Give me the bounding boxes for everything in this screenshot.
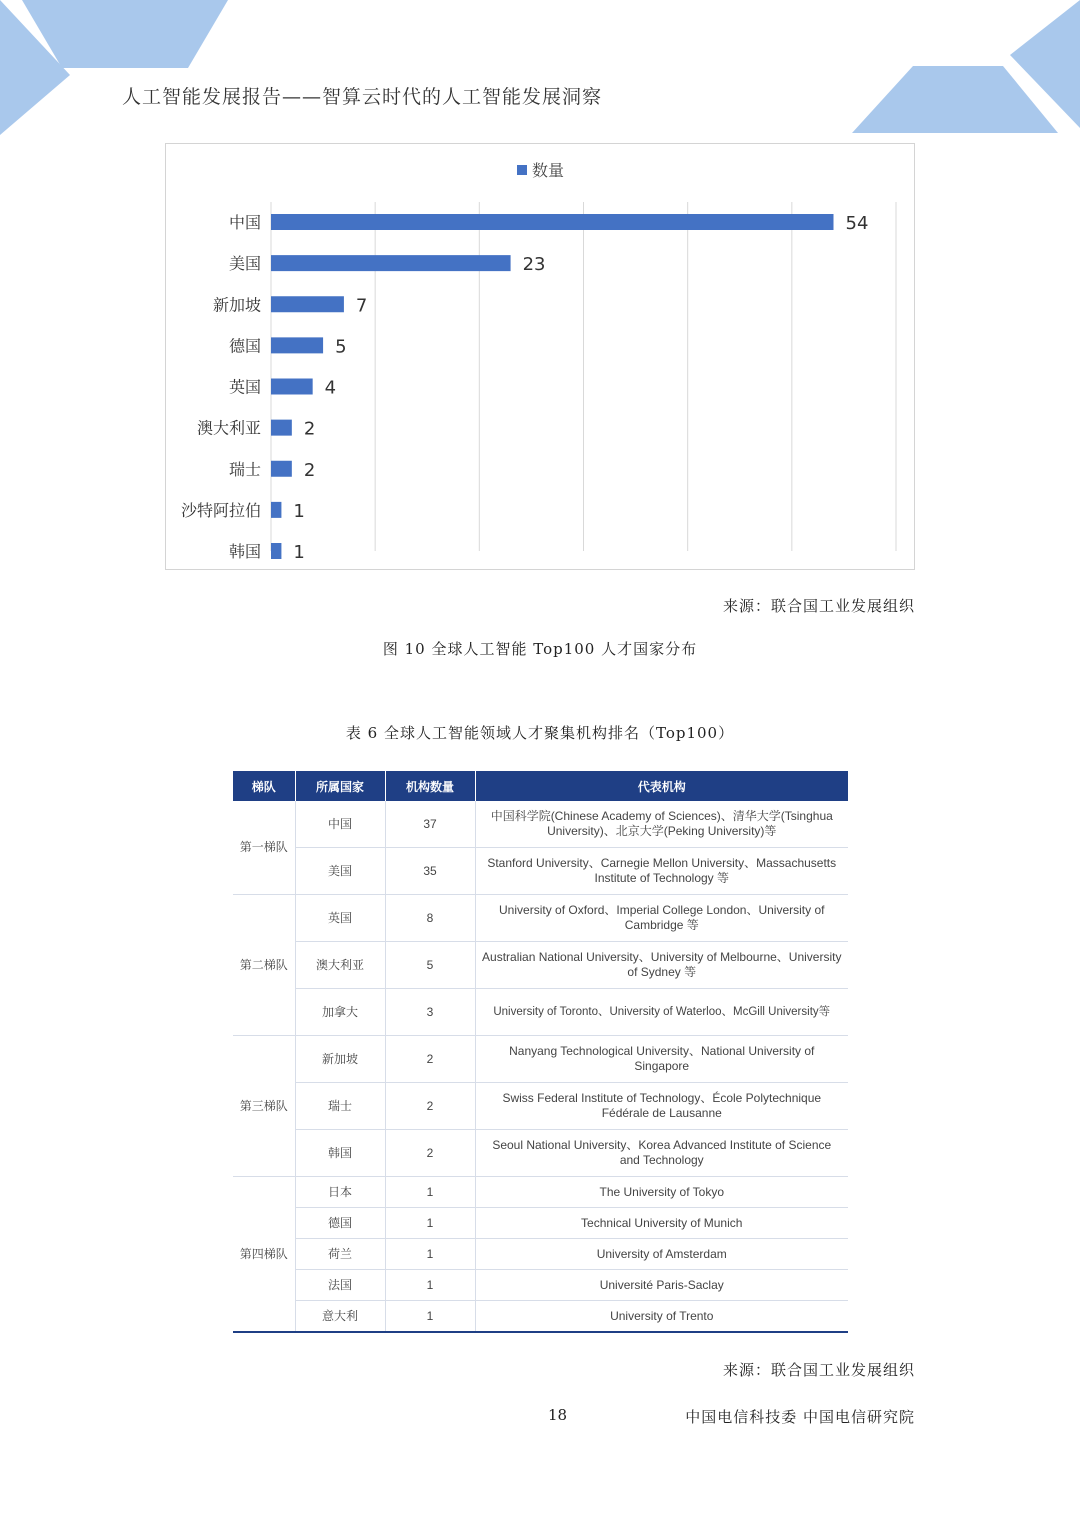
country-cell: 中国 (295, 801, 385, 848)
table-row (233, 989, 848, 1036)
category-label: 瑞士 (228, 459, 261, 479)
institutions-cell: Stanford University、Carnegie Mellon University、Massachusetts Institute of Technology 等 (475, 848, 848, 895)
data-label: 1 (293, 500, 305, 522)
bar (271, 255, 511, 271)
tier-cell: 第二梯队 (233, 895, 295, 1036)
count-cell: 35 (385, 848, 475, 895)
count-cell: 1 (385, 1301, 475, 1333)
header-decoration (0, 0, 1080, 140)
table-row (233, 1270, 848, 1301)
deco-trapezoid-right (852, 66, 1058, 133)
legend-swatch (517, 165, 527, 175)
count-cell: 5 (385, 942, 475, 989)
country-cell: 意大利 (295, 1301, 385, 1333)
count-cell: 8 (385, 895, 475, 942)
bar (271, 379, 313, 395)
data-label: 1 (293, 542, 305, 563)
institutions-cell: Seoul National University、Korea Advanced Institute of Science and Technology (475, 1130, 848, 1177)
category-label: 新加坡 (212, 295, 261, 315)
data-label: 54 (845, 213, 869, 234)
country-cell: 瑞士 (295, 1083, 385, 1130)
table-row (233, 1177, 848, 1208)
bar (271, 502, 281, 518)
category-label: 美国 (228, 254, 261, 274)
table-row (233, 1130, 848, 1177)
country-cell: 法国 (295, 1270, 385, 1301)
institutions-cell: University of Amsterdam (475, 1239, 848, 1270)
header-count: 机构数量 (385, 771, 475, 801)
count-cell: 1 (385, 1270, 475, 1301)
data-label: 7 (355, 295, 368, 317)
country-cell: 韩国 (295, 1130, 385, 1177)
data-label: 4 (324, 377, 337, 399)
count-cell: 3 (385, 989, 475, 1036)
country-cell: 荷兰 (295, 1239, 385, 1270)
table-row (233, 942, 848, 989)
table-source: 来源：联合国工业发展组织 (722, 1361, 915, 1379)
table-row (233, 895, 848, 942)
data-label: 23 (522, 254, 546, 276)
bar (271, 214, 834, 230)
country-cell: 新加坡 (295, 1036, 385, 1083)
table-row (233, 801, 848, 848)
header-institutions: 代表机构 (475, 771, 848, 801)
tier-cell: 第一梯队 (233, 801, 295, 895)
institutions-cell: University of Toronto、University of Waterloo、McGill University等 (475, 989, 848, 1036)
tier-cell: 第三梯队 (233, 1036, 295, 1177)
figure-caption: 图 10 全球人工智能 Top100 人才国家分布 (382, 640, 698, 658)
bar (271, 337, 323, 353)
table-row (233, 1083, 848, 1130)
count-cell: 1 (385, 1177, 475, 1208)
institutions-cell: Nanyang Technological University、National University of Singapore (475, 1036, 848, 1083)
category-label: 沙特阿拉伯 (180, 500, 261, 520)
count-cell: 2 (385, 1083, 475, 1130)
ranking-table (233, 771, 848, 1333)
data-label: 2 (303, 418, 316, 440)
bar-chart (165, 143, 915, 570)
header-tier: 梯队 (233, 771, 295, 801)
category-label: 英国 (228, 377, 261, 397)
institutions-cell: Université Paris-Saclay (475, 1270, 848, 1301)
category-label: 德国 (228, 336, 261, 356)
table-row (233, 1239, 848, 1270)
data-label: 5 (335, 336, 347, 358)
institutions-cell: Australian National University、University of Melbourne、University of Sydney 等 (475, 942, 848, 989)
institutions-cell: Technical University of Munich (475, 1208, 848, 1239)
country-cell: 英国 (295, 895, 385, 942)
country-cell: 澳大利亚 (295, 942, 385, 989)
tier-cell: 第四梯队 (233, 1177, 295, 1333)
data-label: 2 (303, 459, 316, 481)
bar (271, 296, 344, 312)
institutions-cell: 中国科学院(Chinese Academy of Sciences)、清华大学(Tsinghua University)、北京大学(Peking University)等 (475, 801, 848, 848)
legend-label: 数量 (532, 161, 565, 180)
figure-source: 来源：联合国工业发展组织 (722, 597, 915, 615)
table-title: 表 6 全球人工智能领域人才聚集机构排名（Top100） (345, 724, 735, 742)
count-cell: 1 (385, 1208, 475, 1239)
table-row (233, 1036, 848, 1083)
count-cell: 2 (385, 1036, 475, 1083)
country-cell: 加拿大 (295, 989, 385, 1036)
page-number: 18 (548, 1406, 568, 1424)
table-row (233, 848, 848, 895)
bar (271, 420, 292, 436)
footer-organization: 中国电信科技委 中国电信研究院 (685, 1408, 915, 1426)
table-row (233, 1301, 848, 1333)
country-cell: 美国 (295, 848, 385, 895)
institutions-cell: University of Oxford、Imperial College London、University of Cambridge 等 (475, 895, 848, 942)
institutions-cell: The University of Tokyo (475, 1177, 848, 1208)
country-cell: 德国 (295, 1208, 385, 1239)
institutions-cell: Swiss Federal Institute of Technology、École Polytechnique Fédérale de Lausanne (475, 1083, 848, 1130)
institutions-cell: University of Trento (475, 1301, 848, 1333)
bar (271, 543, 281, 559)
country-cell: 日本 (295, 1177, 385, 1208)
count-cell: 1 (385, 1239, 475, 1270)
category-label: 澳大利亚 (196, 418, 261, 438)
table-row (233, 1208, 848, 1239)
category-label: 中国 (228, 213, 261, 232)
count-cell: 37 (385, 801, 475, 848)
bar-chart-svg (166, 144, 916, 571)
report-title: 人工智能发展报告——智算云时代的人工智能发展洞察 (122, 86, 603, 108)
header-country: 所属国家 (295, 771, 385, 801)
count-cell: 2 (385, 1130, 475, 1177)
bar (271, 461, 292, 477)
category-label: 韩国 (228, 542, 261, 561)
table-header-row (233, 771, 848, 801)
